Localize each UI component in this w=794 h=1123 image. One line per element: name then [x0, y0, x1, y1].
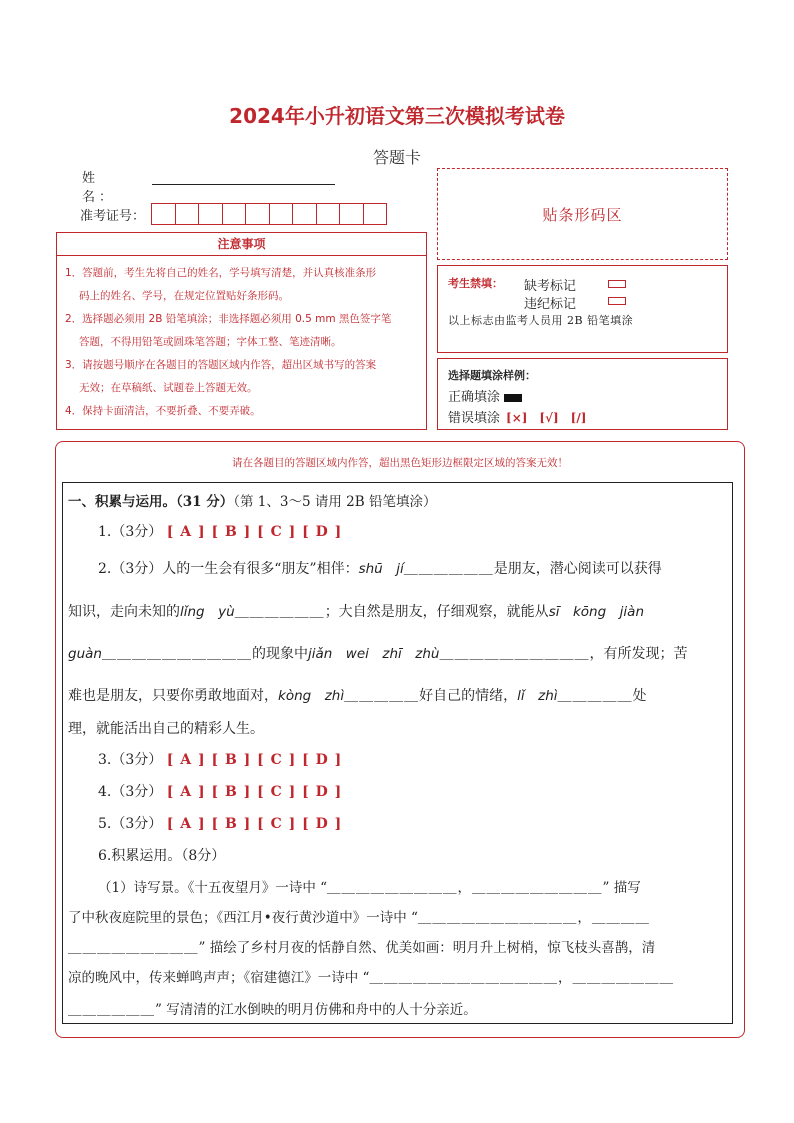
answer-blank[interactable]: ＿＿＿＿＿: [344, 688, 420, 704]
name-underline[interactable]: [152, 183, 335, 185]
q6-text: ” 描绘了乡村月夜的恬静自然、优美如画：明月升上树梢，惊飞枝头喜鹊，清: [198, 940, 656, 956]
pinyin: lǐng yù: [180, 604, 235, 620]
q6-text: （1）诗写景。《十五夜望月》一诗中 “: [98, 880, 328, 896]
id-digit-box[interactable]: [151, 203, 176, 225]
wrong-marks: [×] [√] [/]: [506, 411, 587, 425]
id-digit-box[interactable]: [245, 203, 270, 225]
note-line: 4．保持卡面清洁，不要折叠、不要弄破。: [65, 405, 261, 417]
sample-label: 选择题填涂样例：: [448, 369, 536, 382]
q2-text: 处: [632, 688, 647, 704]
question-3: [98, 749, 342, 769]
answer-blank[interactable]: ＿＿＿＿＿＿: [403, 561, 494, 577]
answer-blank[interactable]: ＿＿＿＿＿＿＿＿＿: [68, 940, 199, 956]
question-1: [98, 521, 342, 541]
id-digit-box[interactable]: [198, 203, 223, 225]
section-title: [68, 490, 436, 510]
id-digit-box[interactable]: [363, 203, 388, 225]
q2-text: 2.（3分）人的一生会有很多“朋友”相伴：: [98, 561, 359, 577]
answer-blank[interactable]: ＿＿＿＿＿＿＿＿＿＿＿，＿＿＿＿: [417, 910, 650, 926]
q2-text: 好自己的情绪，: [419, 688, 518, 704]
notes-body: [56, 255, 427, 430]
q2-text: 理，就能活出自己的精彩人生。: [68, 721, 264, 737]
id-digit-box[interactable]: [222, 203, 247, 225]
fill-sample-box: [437, 358, 728, 430]
note-line: 1．答题前，考生先将自己的姓名，学号填写清楚，并认真核准条形: [65, 267, 377, 279]
q1-options[interactable]: [ A ] [ B ] [ C ] [ D ]: [166, 524, 343, 540]
correct-row: [448, 386, 522, 405]
question-6-line-3: [68, 936, 655, 956]
question-2-line-2: [68, 600, 644, 621]
violation-label: 违纪标记: [524, 297, 577, 312]
question-2-line-3: [68, 642, 688, 663]
pinyin: guàn: [68, 646, 102, 662]
q2-text: ；大自然是朋友，仔细观察，就能从: [324, 604, 549, 620]
answer-blank[interactable]: ＿＿＿＿＿＿＿＿＿＿: [439, 646, 590, 662]
question-6-line-5: [68, 998, 477, 1018]
pinyin: shū jí: [358, 561, 404, 577]
q5-options[interactable]: [ A ] [ B ] [ C ] [ D ]: [166, 816, 343, 832]
answer-sheet-subtitle: 答题卡: [372, 148, 421, 167]
pinyin: kòng zhì: [278, 688, 345, 704]
note-line: 无效；在草稿纸、试题卷上答题无效。: [79, 382, 258, 394]
barcode-area: [437, 168, 728, 260]
violation-mark[interactable]: [608, 297, 626, 305]
answer-blank[interactable]: ＿＿＿＿＿＿: [234, 604, 325, 620]
name-label: 姓 名：: [82, 171, 117, 205]
wrong-row: [448, 407, 586, 426]
question-6-line-2: [68, 906, 650, 926]
q2-text: 知识，走向未知的: [68, 604, 180, 620]
answer-blank[interactable]: ＿＿＿＿＿＿＿＿＿＿＿＿＿，＿＿＿＿＿＿＿: [369, 970, 674, 986]
question-6-line-1: [98, 876, 641, 896]
question-2-line-4: [68, 684, 647, 705]
note-line: 答题，不得用铅笔或圆珠笔答题；字体工整、笔迹清晰。: [79, 336, 342, 348]
id-boxes[interactable]: [152, 203, 387, 225]
proctor-box: [437, 265, 728, 353]
section-title-text: 一、积累与运用。（31 分）: [68, 494, 234, 510]
pinyin: jiǎn wei zhī zhù: [307, 646, 440, 662]
q3-options[interactable]: [ A ] [ B ] [ C ] [ D ]: [166, 752, 343, 768]
q2-text: 难也是朋友，只要你勇敢地面对，: [68, 688, 278, 704]
filled-mark: [504, 394, 522, 402]
pinyin: lǐ zhì: [517, 688, 558, 704]
q3-label: 3.（3分）: [98, 752, 163, 768]
question-2-line-5: [68, 718, 264, 738]
answer-blank[interactable]: ＿＿＿＿＿＿＿＿＿，＿＿＿＿＿＿＿＿＿: [327, 880, 603, 896]
barcode-label: 贴条形码区: [542, 205, 623, 224]
correct-label: 正确填涂: [448, 390, 501, 405]
answer-warning: 请在各题目的答题区域内作答，超出黑色矩形边框限定区域的答案无效！: [232, 457, 568, 469]
id-label: 准考证号：: [80, 209, 146, 224]
note-line: 3．请按题号顺序在各题目的答题区域内作答，超出区域书写的答案: [65, 359, 377, 371]
q2-text: 是朋友，潜心阅读可以获得: [493, 561, 662, 577]
question-4: [98, 781, 342, 801]
notes-heading: 注意事项: [56, 232, 427, 256]
answer-blank[interactable]: ＿＿＿＿＿: [557, 688, 633, 704]
q5-label: 5.（3分）: [98, 816, 163, 832]
exam-title: 2024年小升初语文第三次模拟考试卷: [229, 104, 565, 128]
name-field[interactable]: [82, 167, 146, 205]
q6-text: ” 描写: [602, 880, 641, 896]
note-line: 2．选择题必须用 2B 铅笔填涂；非选择题必须用 0.5 mm 黑色签字笔: [65, 313, 392, 325]
id-digit-box[interactable]: [339, 203, 364, 225]
q4-label: 4.（3分）: [98, 784, 163, 800]
wrong-label: 错误填涂: [448, 411, 501, 426]
section-note: （第 1、3～5 请用 2B 铅笔填涂）: [233, 494, 437, 510]
question-2-line-1: [98, 557, 662, 578]
question-5: [98, 813, 342, 833]
q6-text: ” 写清清的江水倒映的明月仿佛和舟中的人十分亲近。: [155, 1002, 477, 1018]
pinyin: sī kōng jiàn: [548, 604, 645, 620]
id-digit-box[interactable]: [292, 203, 317, 225]
id-digit-box[interactable]: [316, 203, 341, 225]
id-digit-box[interactable]: [175, 203, 200, 225]
absent-label: 缺考标记: [524, 279, 577, 294]
forbid-note: 以上标志由监考人员用 2B 铅笔填涂: [448, 314, 634, 327]
absent-mark[interactable]: [608, 280, 626, 288]
q1-label: 1.（3分）: [98, 524, 163, 540]
id-digit-box[interactable]: [269, 203, 294, 225]
q4-options[interactable]: [ A ] [ B ] [ C ] [ D ]: [166, 784, 343, 800]
question-6-line-4: [68, 966, 674, 986]
note-line: 码上的姓名、学号，在规定位置贴好条形码。: [79, 290, 289, 302]
forbid-label: 考生禁填：: [448, 277, 503, 290]
q6-text: 了中秋夜庭院里的景色；《西江月•夜行黄沙道中》一诗中 “: [68, 910, 418, 926]
q6-text: 凉的晚风中，传来蝉鸣声声；《宿建德江》一诗中 “: [68, 970, 370, 986]
answer-blank[interactable]: ＿＿＿＿＿＿＿＿＿＿: [101, 646, 252, 662]
q2-text: ，有所发现；苦: [589, 646, 688, 662]
question-6-heading: 6.积累运用。（8分）: [98, 848, 226, 864]
answer-blank[interactable]: ＿＿＿＿＿＿: [68, 1002, 155, 1018]
q2-text: 的现象中: [251, 646, 308, 662]
